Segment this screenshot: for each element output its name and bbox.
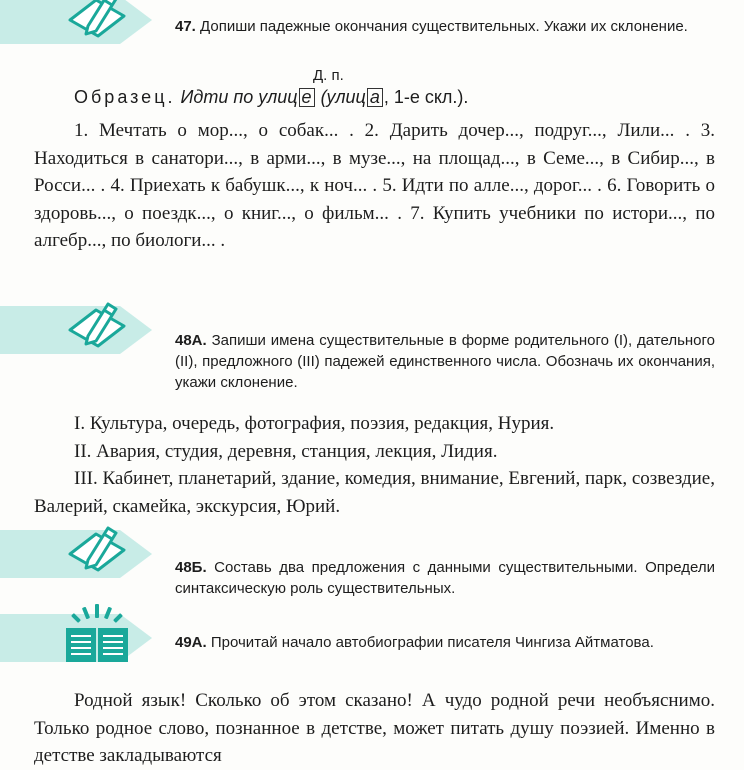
exercise-48a-task	[175, 330, 715, 393]
exercise-48b-task	[175, 557, 715, 599]
open-book-icon	[0, 604, 160, 666]
exercise-48a-body	[34, 410, 715, 520]
pencil-on-paper-icon	[0, 296, 160, 358]
ending-box: е	[299, 88, 315, 107]
exercise-number: 49А.	[175, 634, 207, 651]
sample-paren: (улиц	[320, 87, 366, 107]
list-item: III. Кабинет, планетарий, здание, комедия, внимание, Евгений, парк, созвездие, Валерий, скамейка, экскурсия, Юрий.	[34, 468, 715, 517]
case-label: Д. п.	[313, 67, 344, 84]
pencil-on-paper-icon	[0, 520, 160, 582]
exercise-47-body	[34, 117, 715, 255]
exercise-instruction: Допиши падежные окончания существительных. Укажи их склонение.	[200, 18, 688, 35]
exercise-number: 48Б.	[175, 559, 207, 576]
exercise-number: 48А.	[175, 332, 207, 349]
sample-phrase: Идти по улиц	[180, 87, 298, 107]
exercise-47-task	[175, 16, 715, 37]
pencil-on-paper-icon	[0, 0, 160, 48]
reading-text: Родной язык! Сколько об этом сказано! А чудо родной речи необъяснимо. Только родное слово, познанное в детстве, может питать душу поэзией. Именно в детстве закладываются	[34, 690, 715, 767]
exercise-instruction: Запиши имена существительные в форме родительного (I), дательного (II), предложного (III) падежей единственного числа. Обозначь их окончания, укажи склонение.	[175, 332, 716, 391]
sample-label: Образец.	[74, 87, 176, 107]
exercise-number: 47.	[175, 18, 196, 35]
exercise-body-text: 1. Мечтать о мор..., о собак... . 2. Дарить дочер..., подруг..., Лили... . 3. Находиться в санатори..., в арми..., в музе..., на площад..., в Семе..., в Сибир..., в Росси... . 4. Приехать к бабушк..., к ноч... . 5. Идти по алле..., дорог... . 6. Говорить о здоровь..., о поездк..., о книг..., о фильм... . 7. Купить учебники по истори..., по алгебр..., по биологи... .	[34, 120, 715, 252]
list-item: II. Авария, студия, деревня, станция, лекция, Лидия.	[74, 440, 498, 462]
exercise-instruction: Составь два предложения с данными существительными. Определи синтаксическую роль существительных.	[175, 559, 715, 597]
sample-line	[74, 85, 468, 109]
exercise-49a-task	[175, 632, 715, 653]
exercise-instruction: Прочитай начало автобиографии писателя Чингиза Айтматова.	[210, 634, 654, 651]
ending-box-2: а	[367, 88, 383, 107]
list-item: I. Культура, очередь, фотография, поэзия, редакция, Нурия.	[74, 413, 555, 434]
exercise-49a-body	[34, 687, 715, 770]
sample-declension: , 1-е скл.).	[383, 87, 469, 107]
